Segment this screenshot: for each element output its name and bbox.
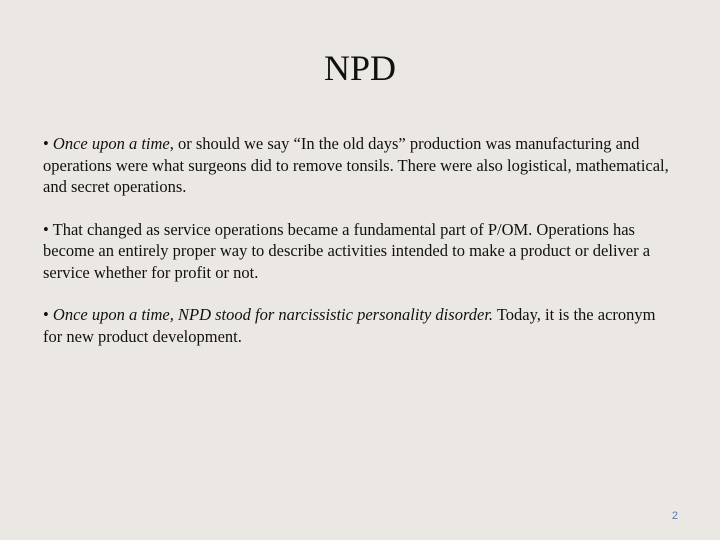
paragraph-1 <box>43 133 673 198</box>
paragraph-3 <box>43 304 673 347</box>
paragraph-3-text: Today, it is the acronym for new product development. <box>43 305 656 346</box>
paragraph-3-italic: Once upon a time, NPD stood for narcissistic personality disorder. <box>52 305 494 324</box>
paragraph-2 <box>43 219 673 284</box>
bullet-1: • <box>43 134 49 153</box>
bullet-2: • <box>43 219 49 239</box>
page-number: 2 <box>671 510 678 522</box>
slide-title-text: NPD <box>323 48 397 88</box>
paragraph-1-text: , or should we say “In the old days” production was manufacturing and operations were what surgeons did to remove tonsils. There were also logistical, mathematical, and secret operations. <box>43 134 669 196</box>
paragraph-1-italic: Once upon a time <box>52 134 170 153</box>
slide-body <box>43 133 673 368</box>
paragraph-2-text: That changed as service operations became a fundamental part of P/OM. Operations has become an entirely proper way to describe activities intended to make a product or deliver a service whether for profit or not. <box>43 219 651 282</box>
slide-title <box>0 46 720 90</box>
bullet-3: • <box>43 305 49 324</box>
